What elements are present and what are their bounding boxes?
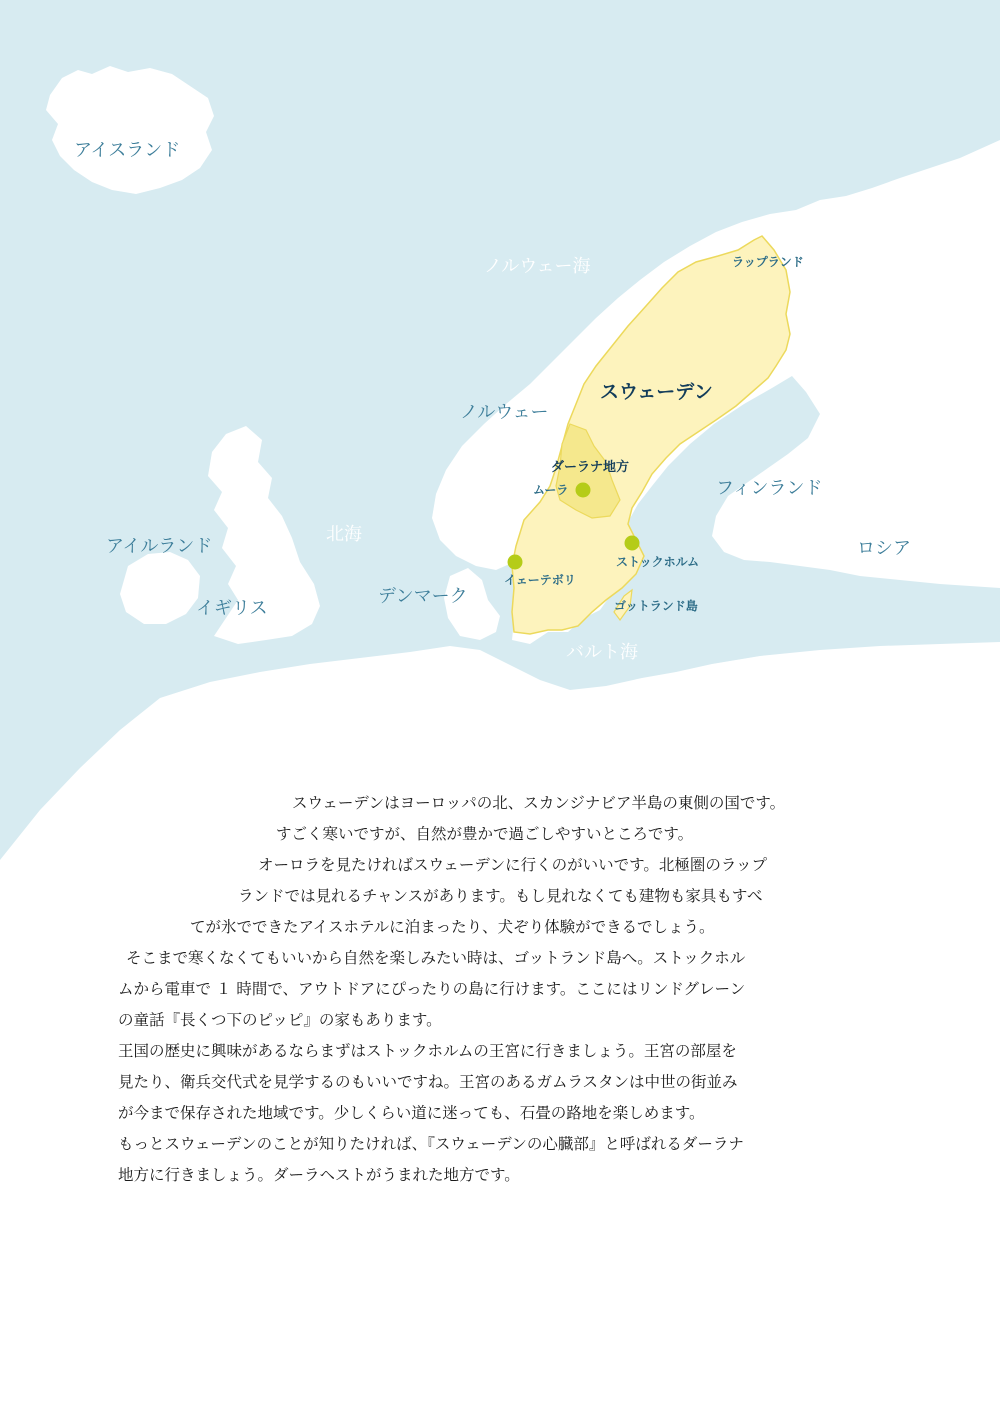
description-text (118, 788, 898, 1191)
text-line-2: すごく寒いですが、自然が豊かで過ごしやすいところです。 (276, 825, 694, 843)
label-denmark: デンマーク (378, 586, 468, 607)
label-dalarna: ダーラナ地方 (551, 460, 630, 475)
text-line-4: ランドでは見れるチャンスがあります。もし見れなくても建物も家具もすべ (238, 887, 763, 905)
label-sweden: スウェーデン (600, 381, 713, 403)
label-uk: イギリス (196, 598, 268, 619)
label-baltic-sea: バルト海 (566, 642, 638, 663)
label-norwegian-sea: ノルウェー海 (484, 256, 591, 277)
label-lapland: ラップランド (732, 255, 804, 269)
label-gotland: ゴットランド島 (614, 599, 698, 613)
label-north-sea: 北海 (326, 524, 362, 545)
text-line-6: そこまで寒くなくてもいいから自然を楽しみたい時は、ゴットランド島へ。ストックホル (126, 949, 746, 967)
label-russia: ロシア (857, 538, 911, 559)
text-line-1: スウェーデンはヨーロッパの北、スカンジナビア半島の東側の国です。 (292, 794, 786, 812)
label-finland: フィンランド (716, 478, 823, 499)
text-line-3: オーロラを見たければスウェーデンに行くのがいいです。北極圏のラップ (258, 856, 768, 874)
label-norway: ノルウェー (460, 402, 549, 423)
city-dot-mora (576, 483, 591, 498)
city-dot-gothenburg (508, 555, 523, 570)
text-line-9: 王国の歴史に興味があるならまずはストックホルムの王宮に行きましょう。王宮の部屋を (118, 1042, 737, 1060)
text-line-5: てが氷でできたアイスホテルに泊まったり、犬ぞり体験ができるでしょう。 (190, 918, 715, 936)
text-line-7: ムから電車で １ 時間で、アウトドアにぴったりの島に行けます。ここにはリンドグレーン (118, 980, 746, 998)
text-line-12: もっとスウェーデンのことが知りたければ、『スウェーデンの心臓部』と呼ばれるダーラナ (118, 1135, 744, 1153)
label-mora: ムーラ (533, 483, 569, 497)
text-line-13: 地方に行きましょう。ダーラヘストがうまれた地方です。 (118, 1166, 520, 1184)
label-gothenburg: イェーテボリ (504, 573, 576, 587)
text-line-8: の童話『長くつ下のピッピ』の家もあります。 (118, 1011, 442, 1029)
text-line-11: が今まで保存された地域です。少しくらい道に迷っても、石畳の路地を楽しめます。 (118, 1104, 705, 1122)
label-iceland: アイスランド (74, 140, 181, 161)
label-stockholm: ストックホルム (616, 555, 700, 569)
city-dot-stockholm (625, 536, 640, 551)
text-line-10: 見たり、衛兵交代式を見学するのもいいですね。王宮のあるガムラスタンは中世の街並み (118, 1073, 738, 1091)
label-ireland: アイルランド (106, 536, 213, 557)
